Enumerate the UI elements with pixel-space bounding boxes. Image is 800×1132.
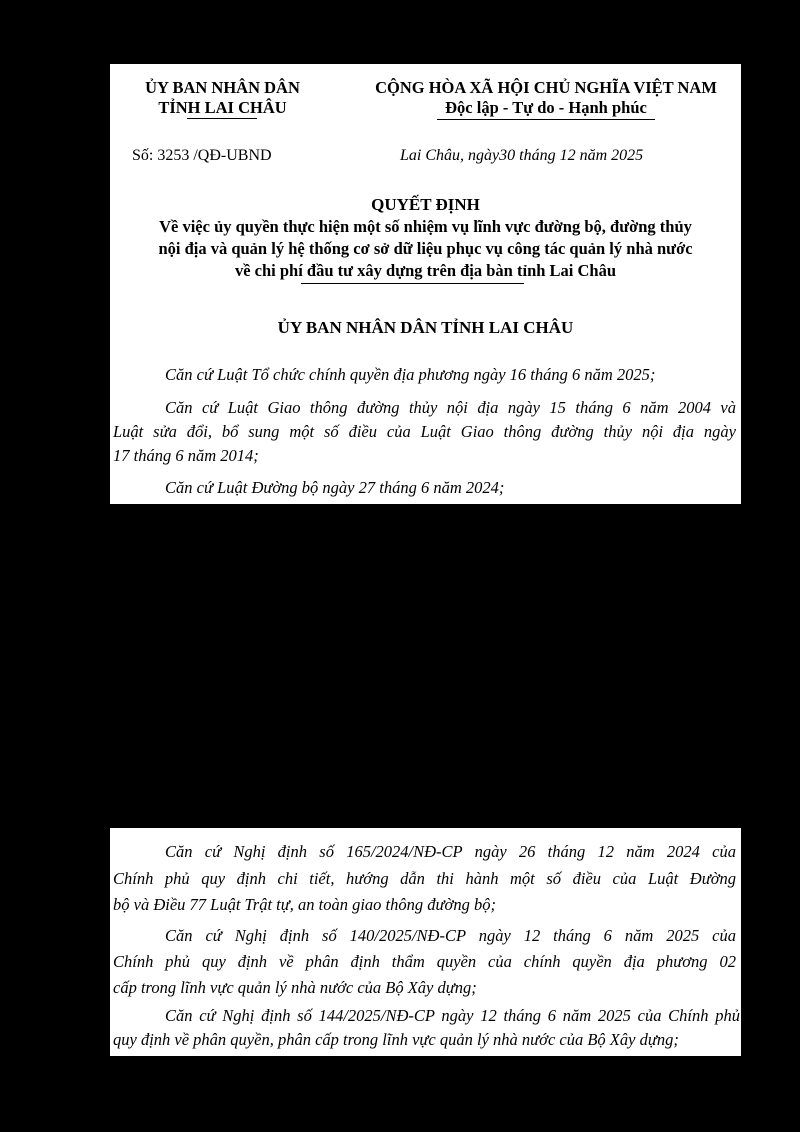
legal-basis-line: Căn cứ Luật Đường bộ ngày 27 tháng 6 năm 2024; — [165, 478, 505, 497]
document-page-top — [110, 64, 741, 504]
document-page-bottom — [110, 828, 741, 1056]
issuing-org-line2: TỈNH LAI CHÂU — [158, 98, 287, 117]
legal-basis-line: Luật sửa đổi, bổ sung một số điều của Luật Giao thông đường thủy nội địa ngày — [113, 422, 736, 441]
subject-line: về chi phí đầu tư xây dựng trên địa bàn tỉnh Lai Châu — [234, 261, 617, 280]
motto-divider — [437, 119, 655, 120]
legal-basis-line: Căn cứ Luật Tổ chức chính quyền địa phương ngày 16 tháng 6 năm 2025; — [165, 365, 656, 384]
place-and-date: Lai Châu, ngày30 tháng 12 năm 2025 — [400, 147, 644, 164]
legal-basis-line: Căn cứ Nghị định số 140/2025/NĐ-CP ngày 12 tháng 6 năm 2025 của — [165, 926, 736, 945]
org-divider — [187, 118, 257, 119]
national-title: CỘNG HÒA XÃ HỘI CHỦ NGHĨA VIỆT NAM — [375, 78, 717, 97]
legal-basis-line: Căn cứ Nghị định số 144/2025/NĐ-CP ngày 12 tháng 6 năm 2025 của Chính phủ — [165, 1006, 740, 1025]
legal-basis-line: Căn cứ Luật Giao thông đường thủy nội địa ngày 15 tháng 6 năm 2004 và — [165, 398, 736, 417]
legal-basis-line: Chính phủ quy định về phân định thẩm quyền của chính quyền địa phương 02 — [113, 952, 736, 971]
legal-basis-line: quy định về phân quyền, phân cấp trong lĩnh vực quản lý nhà nước của Bộ Xây dựng; — [113, 1030, 679, 1049]
issuing-authority: ỦY BAN NHÂN DÂN TỈNH LAI CHÂU — [277, 318, 574, 337]
decision-heading: QUYẾT ĐỊNH — [371, 195, 480, 214]
title-divider — [301, 283, 524, 284]
issuing-org-line1: ỦY BAN NHÂN DÂN — [145, 78, 300, 97]
legal-basis-line: cấp trong lĩnh vực quản lý nhà nước của Bộ Xây dựng; — [113, 978, 477, 997]
legal-basis-line: 17 tháng 6 năm 2014; — [113, 446, 259, 465]
legal-basis-line: bộ và Điều 77 Luật Trật tự, an toàn giao thông đường bộ; — [113, 895, 496, 914]
subject-line: nội địa và quản lý hệ thống cơ sở dữ liệu phục vụ công tác quản lý nhà nước — [158, 239, 693, 258]
subject-line: Về việc ủy quyền thực hiện một số nhiệm vụ lĩnh vực đường bộ, đường thủy — [159, 217, 692, 236]
national-motto: Độc lập - Tự do - Hạnh phúc — [445, 98, 647, 117]
legal-basis-line: Chính phủ quy định chi tiết, hướng dẫn thi hành một số điều của Luật Đường — [113, 869, 736, 888]
legal-basis-line: Căn cứ Nghị định số 165/2024/NĐ-CP ngày 26 tháng 12 năm 2024 của — [165, 842, 736, 861]
document-number: Số: 3253 /QĐ-UBND — [132, 147, 272, 164]
